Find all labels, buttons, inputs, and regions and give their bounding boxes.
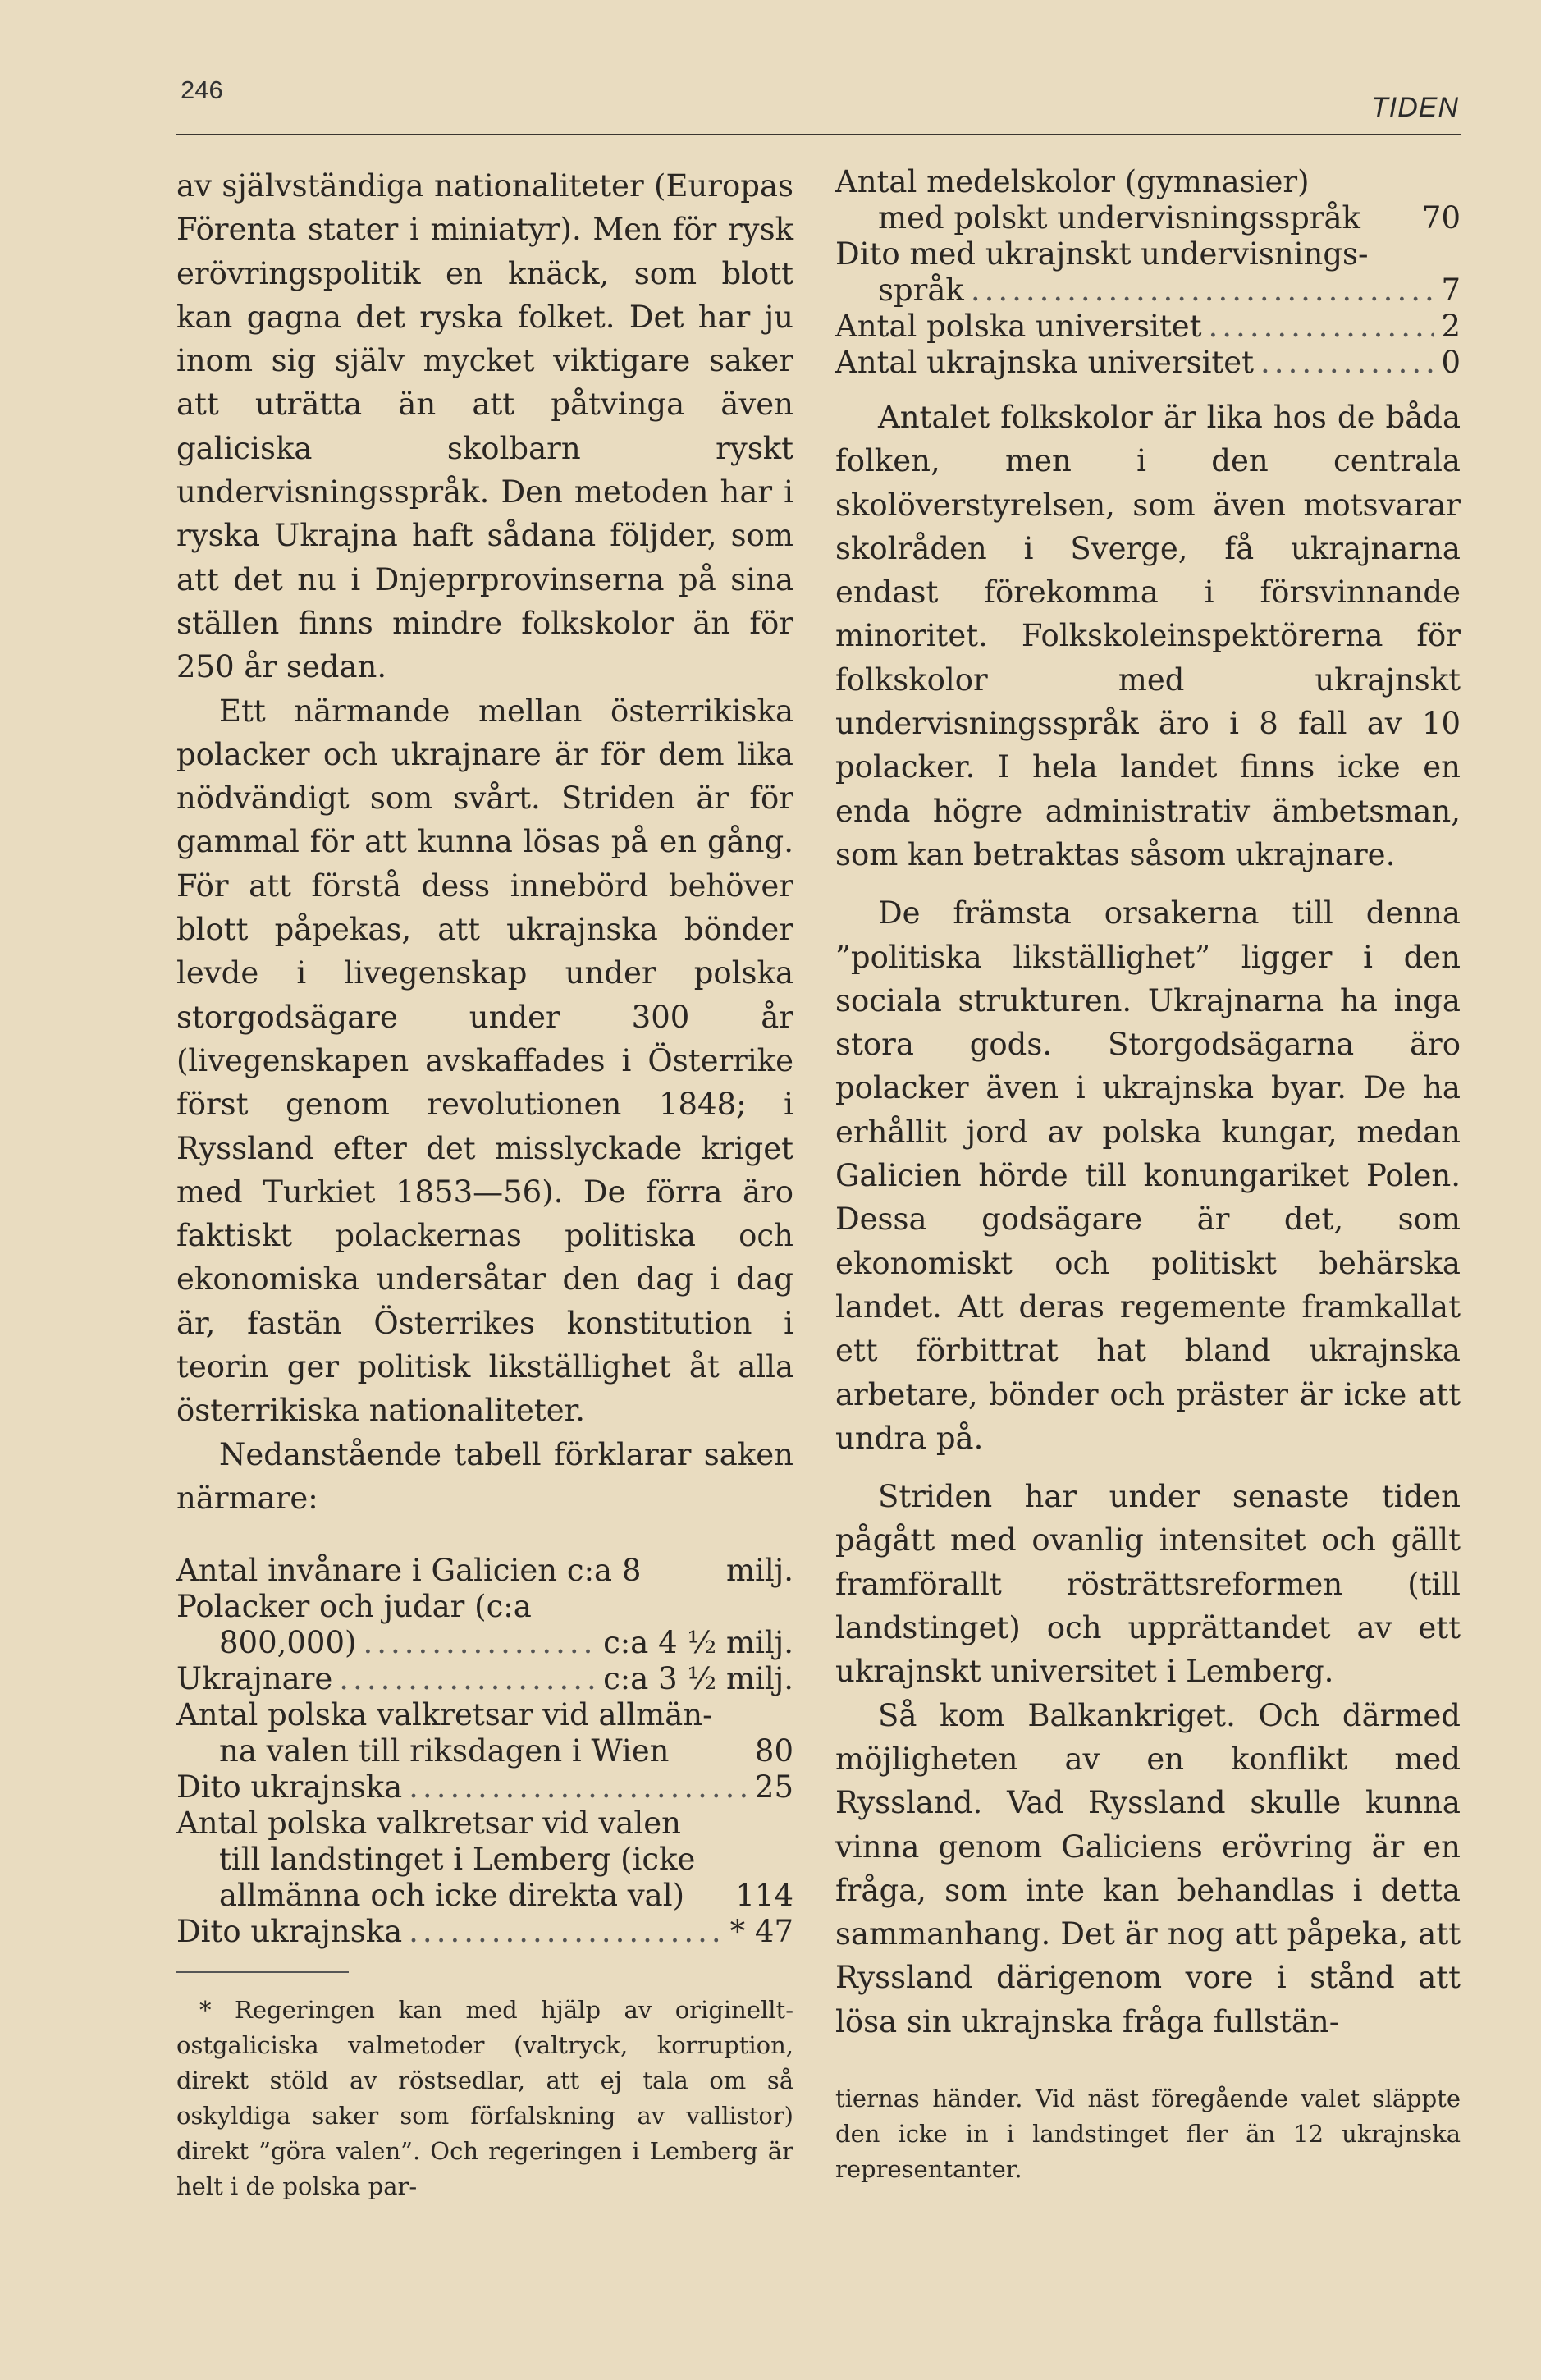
table-label: språk (878, 272, 964, 308)
table-label: med polskt undervisningsspråk (878, 200, 1360, 236)
table-label: Dito med ukrajnskt undervisnings- (835, 236, 1369, 272)
table-label: Antal polska valkretsar vid allmän- (176, 1697, 713, 1733)
table-label: Antal invånare i Galicien c:a 8 (176, 1553, 642, 1589)
table-value: 80 (754, 1733, 793, 1769)
table-row (176, 1553, 793, 1589)
right-column (835, 164, 1461, 2187)
table-row (176, 1914, 793, 1950)
table-row (835, 164, 1461, 200)
right-paragraph-1: Antalet folkskolor är lika hos de båda folken, men i den centrala skolöverstyrelsen, som även motsvarar skolråden i Sverge, få ukrajnarna endast förekomma i försvinnande minoritet. Folkskoleinspektörerna för folkskolor med ukrajnskt undervisningsspråk äro i 8 fall av 10 polacker. I hela landet finns icke en enda högre administrativ ämbetsman, som kan betraktas såsom ukrajnare. (835, 400, 1461, 872)
table-label: 800,000) (219, 1625, 357, 1661)
table-label: Antal medelskolor (gymnasier) (835, 164, 1310, 199)
page-number: 246 (181, 76, 223, 104)
table-label: Antal polska universitet (835, 309, 1202, 344)
table-value: 70 (1421, 200, 1461, 236)
table-value: * 47 (729, 1914, 793, 1950)
right-paragraph-4: Så kom Balkankriget. Och därmed möjligheten av en konflikt med Ryssland. Vad Ryssland skulle kunna vinna genom Galiciens erövring är en fråga, som inte kan behandlas i detta sammanhang. Det är nog att påpeka, att Ryssland därigenom vore i stånd att lösa sin ukrajnska fråga fullstän- (835, 1697, 1461, 2039)
footnote-text: tiernas händer. Vid näst föregående valet släppte den icke in i landstinget fler än 12 ukrajnska representanter. (835, 2084, 1461, 2183)
table-row (176, 1733, 793, 1769)
table-row (176, 1806, 793, 1842)
leader-dots (409, 1914, 723, 1950)
table-label: Ukrajnare (176, 1661, 333, 1697)
table-value: c:a 4 ½ milj. (603, 1625, 793, 1661)
table-row (176, 1625, 793, 1661)
footnote-text: * Regeringen kan med hjälp av originellt-ostgaliciska valmetoder (valtryck, korruption, direkt stöld av röstsedlar, att ej tala om så oskyldiga saker som förfalskning av vallistor) direkt ”göra valen”. Och regeringen i Lemberg är helt i de polska par- (176, 1996, 793, 2201)
right-paragraph-2: De främsta orsakerna till denna ”politiska likställighet” ligger i den sociala strukturen. Ukrajnarna ha inga stora gods. Storgodsägarna äro polacker även i ukrajnska byar. De ha erhållit jord av polska kungar, medan Galicien hörde till konungariket Polen. Dessa godsägare är det, som ekonomiskt och politiskt behärska landet. Att deras regemente framkallat ett förbittrat hat bland ukrajnska arbetare, bönder och präster är icke att undra på. (835, 895, 1461, 1456)
table-label: na valen till riksdagen i Wien (219, 1733, 670, 1769)
table-value: 114 (735, 1878, 793, 1914)
table-label: Antal polska valkretsar vid valen (176, 1806, 681, 1842)
table-value: 25 (754, 1769, 793, 1806)
leader-dots (971, 272, 1435, 309)
footnote-rule (176, 1971, 349, 1973)
left-paragraph-3: Nedanstående tabell förklarar saken närmare: (176, 1436, 793, 1516)
schools-table (835, 164, 1461, 381)
journal-name: TIDEN (1371, 92, 1459, 123)
left-paragraph-1: av självständiga nationaliteter (Europas Förenta stater i miniatyr). Men för rysk erövringspolitik en knäck, som blott kan gagna det ryska folket. Det har ju inom sig själv mycket viktigare saker att uträtta än att påtvinga även galiciska skolbarn ryskt undervisningsspråk. Den metoden har i ryska Ukrajna haft sådana följder, som att det nu i Dnjeprprovinserna på sina ställen finns mindre folkskolor än för 250 år sedan. (176, 168, 793, 685)
table-label: Polacker och judar (c:a (176, 1589, 532, 1625)
leader-dots (1209, 309, 1435, 345)
table-value: milj. (726, 1553, 793, 1589)
table-value: 0 (1441, 345, 1461, 380)
table-row (835, 200, 1461, 236)
statistics-table (176, 1553, 793, 1950)
footnote-left (176, 1993, 793, 2204)
table-value: c:a 3 ½ milj. (603, 1661, 793, 1697)
table-row (176, 1769, 793, 1806)
table-row (176, 1589, 793, 1625)
table-row (176, 1697, 793, 1733)
table-row (176, 1842, 793, 1878)
table-row (835, 309, 1461, 345)
leader-dots (363, 1625, 597, 1661)
table-row (176, 1878, 793, 1914)
left-column (176, 164, 793, 2204)
table-label: Dito ukrajnska (176, 1769, 403, 1806)
table-row (835, 236, 1461, 272)
table-row (176, 1661, 793, 1697)
table-row (835, 345, 1461, 381)
leader-dots (1260, 345, 1434, 381)
table-label: Antal ukrajnska universitet (835, 345, 1255, 380)
table-row (835, 272, 1461, 309)
header-rule (176, 134, 1461, 135)
left-paragraph-2: Ett närmande mellan österrikiska polacker och ukrajnare är för dem lika nödvändigt som svårt. Striden är för gammal för att kunna lösas på en gång. För att förstå dess innebörd behöver blott påpekas, att ukrajnska bönder levde i livegenskap under polska storgodsägare under 300 år (livegenskapen avskaffades i Österrike först genom revolutionen 1848; i Ryssland efter det misslyckade kriget med Turkiet 1853—56). De förra äro faktiskt polackernas politiska och ekonomiska undersåtar den dag i dag är, fastän Österrikes konstitution i teorin ger politisk likställighet åt alla österrikiska nationaliteter. (176, 693, 793, 1429)
table-value: 2 (1441, 309, 1461, 344)
leader-dots (409, 1769, 748, 1806)
table-label: allmänna och icke direkta val) (219, 1878, 685, 1914)
leader-dots (339, 1661, 597, 1697)
table-label: till landstinget i Lemberg (icke (219, 1842, 696, 1878)
right-paragraph-3: Striden har under senaste tiden pågått med ovanlig intensitet och gällt framförallt rösträttsreformen (till landstinget) och upprättandet av ett ukrajnskt universitet i Lemberg. (835, 1479, 1461, 1690)
table-label: Dito ukrajnska (176, 1914, 403, 1950)
footnote-right (835, 2081, 1461, 2187)
table-value: 7 (1441, 272, 1461, 308)
